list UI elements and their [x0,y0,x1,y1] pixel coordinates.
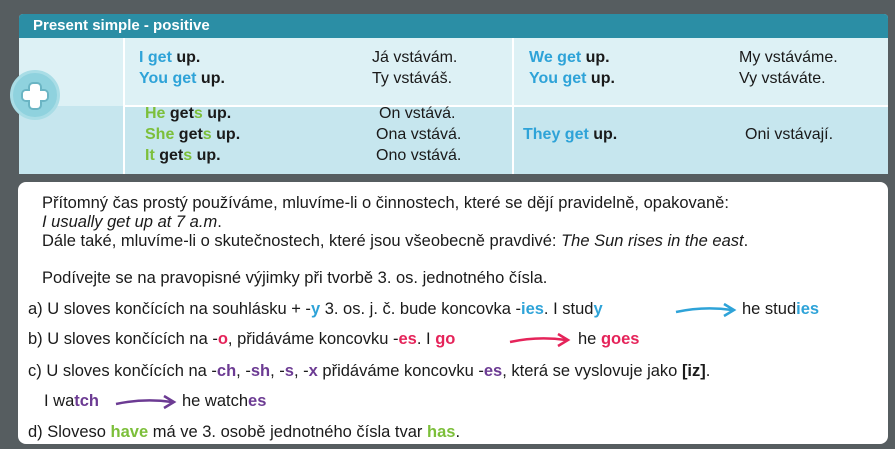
conjugation-he: He gets up. [145,105,232,122]
translation-you: Ty vstáváš. [372,70,453,87]
plus-icon [10,70,60,120]
rule-a: a) U sloves končících na souhlásku + -y 3. os. j. č. bude koncovka -ies. I study [28,300,603,318]
arrow-icon [508,331,572,349]
translation-it: Ono vstává. [376,147,462,164]
translation-i: Já vstávám. [372,49,458,66]
rule-c-result: he watches [182,392,267,410]
rule-b: b) U sloves končících na -o, přidáváme koncovku -es. I go [28,330,456,348]
translation-you-plural: Vy vstáváte. [739,70,826,87]
translation-they: Oni vstávají. [745,126,834,143]
card-title: Present simple - positive [33,17,210,34]
plus-icon-bar [23,91,47,100]
arrow-icon [674,301,738,319]
translation-he: On vstává. [379,105,456,122]
conjugation-she: She gets up. [145,126,241,143]
rule-d: d) Sloveso have má ve 3. osobě jednotného čísla tvar has. [28,423,461,441]
translation-she: Ona vstává. [376,126,462,143]
rule-a-result: he studies [742,300,820,318]
card-header [19,14,888,38]
conjugation-it: It gets up. [145,147,221,164]
arrow-icon [114,393,178,411]
row-divider [123,105,888,107]
rule-b-result: he goes [578,330,640,348]
conjugation-we: We get up. [529,49,610,66]
conjugation-card [19,14,888,174]
rule-c: c) U sloves končících na -ch, -sh, -s, -x přidáváme koncovku -es, která se vyslovuje jako [iz]. [28,362,711,380]
spelling-intro: Podívejte se na pravopisné výjimky při tvorbě 3. os. jednotného čísla. [42,269,548,287]
conjugation-you: You get up. [139,70,225,87]
translation-we: My vstáváme. [739,49,838,66]
usage-example: I usually get up at 7 a.m. [42,213,222,231]
explanation-box [18,182,888,444]
truth-paragraph: Dále také, mluvíme-li o skutečnostech, které jsou všeobecně pravdivé: The Sun rises in the east. [42,232,749,250]
conjugation-they: They get up. [523,126,618,143]
conjugation-you-plural: You get up. [529,70,615,87]
usage-paragraph: Přítomný čas prostý používáme, mluvíme-li o činnostech, které se dějí pravidelně, opakovaně: [42,194,729,212]
rule-c-example: I watch [44,392,100,410]
conjugation-i: I get up. [139,49,201,66]
